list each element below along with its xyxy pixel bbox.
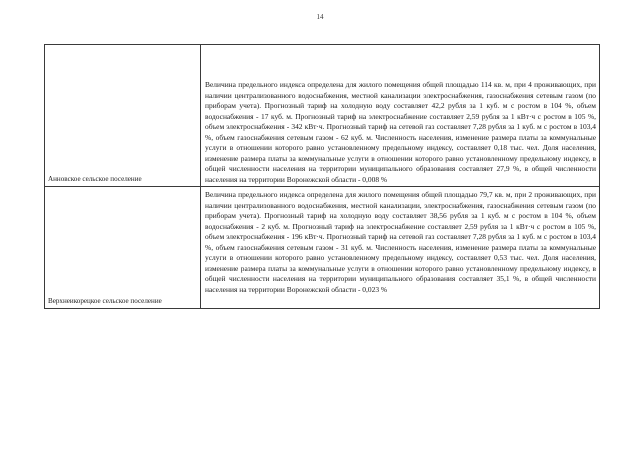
page-number: 14 (316, 13, 324, 21)
table-row (45, 187, 600, 309)
table-row (45, 45, 600, 187)
settlement-name: Верхнеикорецкое сельское поселение (45, 187, 201, 309)
tariff-index-table (44, 44, 600, 309)
index-description: Величина предельного индекса определена для жилого помещения общей площадью 114 кв. м, при 4 проживающих, при наличии централизованного водоснабжения, местной канализации электроснабжения, газоснабжения сетевым газом (по приборам учета). Прогнозный тариф на холодную воду составляет 42,2 рубля за 1 куб. м с ростом в 104 %, объем водоснабжения - 17 куб. м. Прогнозный тариф на электроснабжение составляет 2,59 рубля за 1 кВт·ч с ростом в 105 %, объем электроснабжения - 342 кВт·ч. Прогнозный тариф на сетевой газ составляет 7,28 рубля за 1 куб. м с ростом в 103,4 %, объем газоснабжения сетевым газом - 62 куб. м. Численность населения, изменение размера платы за коммунальные услуги в отношении которого равно установленному предельному индексу, составляет 0,18 тыс. чел. Доля населения, изменение размера платы за коммунальные услуги в отношении которого равно установленному предельному индексу, в общей численности населения на территории муниципального образования составляет 27,9 %, в общей численности населения на территории Воронежской области - 0,008 % (201, 45, 600, 187)
settlement-name: Анновское сельское поселение (45, 45, 201, 187)
index-description: Величина предельного индекса определена для жилого помещения общей площадью 79,7 кв. м, при 2 проживающих, при наличии централизованного водоснабжения, местной канализации, электроснабжения, газоснабжения сетевым газом (по приборам учета). Прогнозный тариф на холодную воду составляет 38,56 рубля за 1 куб. м с ростом в 104 %, объем водоснабжения - 2 куб. м. Прогнозный тариф на электроснабжение составляет 2,59 рубля за 1 кВт·ч с ростом в 105 %, объем электроснабжения - 196 кВт·ч. Прогнозный тариф на сетевой газ составляет 7,28 рубля за 1 куб. м с ростом в 103,4 %, объем газоснабжения сетевым газом - 31 куб. м. Численность населения, изменение размера платы за коммунальные услуги в отношении которого равно установленному предельному индексу, составляет 0,53 тыс. чел. Доля населения, изменение размера платы за коммунальные услуги в отношении которого равно установленному предельному индексу, в общей численности населения на территории муниципального образования составляет 35,1 %, в общей численности населения на территории Воронежской области - 0,023 % (201, 187, 600, 309)
